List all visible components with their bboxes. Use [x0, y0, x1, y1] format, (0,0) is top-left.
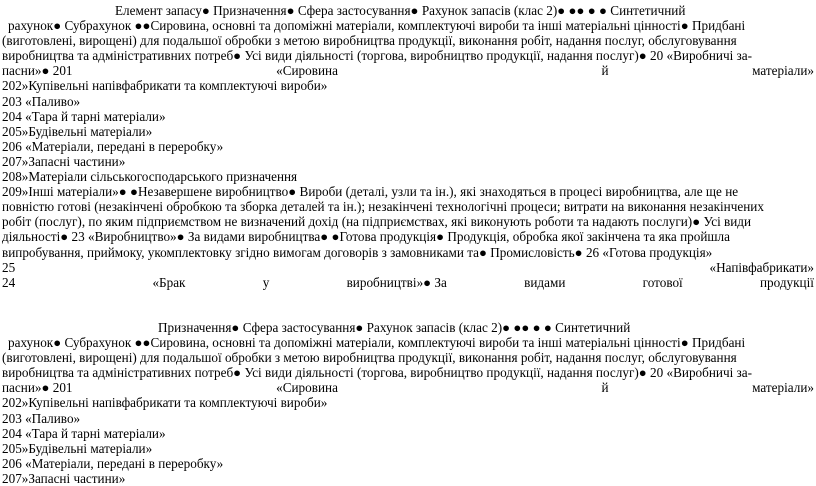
- text-fragment: видами: [524, 274, 566, 290]
- line: рахунок● Субрахунок ●●Сировина, основні та допоміжні матеріали, комплектуючі вироби та інші матеріальні цінності● Придбані: [8, 335, 746, 351]
- text-fragment: «Сировина: [276, 380, 338, 396]
- line: (виготовлені, вирощені) для подальшої обробки з метою виробництва продукції, виконання робіт, надання послуг, обслуговування: [2, 33, 737, 49]
- text-fragment: продукції: [759, 274, 814, 290]
- line: рахунок● Субрахунок ●●Сировина, основні та допоміжні матеріали, комплектуючі вироби та інші матеріальні цінності● Придбані: [8, 18, 746, 34]
- text-fragment: «Брак: [152, 274, 186, 290]
- text-fragment: й: [601, 380, 609, 396]
- text-fragment: пасни»● 201: [2, 63, 73, 79]
- line: 202»Купівельні напівфабрикати та комплектуючі вироби»: [2, 395, 328, 411]
- text-fragment: пасни»● 201: [2, 380, 73, 396]
- line-justified: [0, 380, 816, 395]
- line: 206 «Матеріали, передані в переробку»: [2, 138, 224, 154]
- line: виробництва та адміністративних потреб● Усі види діяльності (торгова, виробництво продукції, надання послуг)● 20 «Виробничі за-: [2, 48, 752, 64]
- line-justified: [0, 63, 816, 78]
- line: випробування, приймоку, укомплектовку згідно вимогам договорів з замовниками та● Промисловість● 26 «Готова продукція»: [2, 244, 713, 260]
- line: 204 «Тара й тарні матеріали»: [2, 425, 166, 441]
- line: діяльності● 23 «Виробництво»● За видами виробництва● ●Готова продукція● Продукція, обробка якої закінчена та яка пройшла: [2, 229, 730, 245]
- line: 202»Купівельні напівфабрикати та комплектуючі вироби»: [2, 78, 328, 94]
- text-fragment: матеріали»: [752, 380, 814, 396]
- text-fragment: 24: [2, 274, 16, 290]
- line: 206 «Матеріали, передані в переробку»: [2, 455, 224, 471]
- line: (виготовлені, вирощені) для подальшої обробки з метою виробництва продукції, виконання робіт, надання послуг, обслуговування: [2, 350, 737, 366]
- text-block-1: [0, 3, 816, 290]
- text-fragment: у: [262, 274, 270, 290]
- line: 205»Будівельні матеріали»: [2, 123, 153, 139]
- line: повністю готові (незакінчені обробкою та зборка деталей та ін.); незакінчені технологічні процеси; витрати на виконання незакінчених: [2, 199, 764, 215]
- text-fragment: 25: [2, 259, 16, 275]
- text-fragment: «Напівфабрикати»: [709, 259, 814, 275]
- line: робіт (послуг), по яким підприємством не визначений дохід (на підприємствах, які виконують роботи та надають послуги)● Усі види: [2, 214, 752, 230]
- text-fragment: «Сировина: [276, 63, 338, 79]
- line: 203 «Паливо»: [2, 410, 81, 426]
- text-block-2: [0, 320, 816, 486]
- line-header: Призначення● Сфера застосування● Рахунок запасів (клас 2)● ●● ● ● Синтетичний: [158, 320, 631, 335]
- line-justified: [0, 275, 816, 290]
- line: виробництва та адміністративних потреб● Усі види діяльності (торгова, виробництво продукції, надання послуг)● 20 «Виробничі за-: [2, 365, 752, 381]
- line: 207»Запасні частини»: [2, 470, 126, 486]
- line-header: Елемент запасу● Призначення● Сфера застосування● Рахунок запасів (клас 2)● ●● ● ● Синтетичний: [115, 3, 686, 18]
- line-justified: [0, 260, 816, 275]
- text-fragment: й: [601, 63, 609, 79]
- line: 209»Інші матеріали»● ●Незавершене виробництво● Вироби (деталі, узли та ін.), які знаходяться в процесі виробництва, але ще не: [2, 184, 739, 200]
- line: 208»Матеріали сільськогосподарського призначення: [2, 169, 298, 185]
- line: 207»Запасні частини»: [2, 153, 126, 169]
- text-fragment: виробництві»● За: [346, 274, 447, 290]
- text-fragment: матеріали»: [752, 63, 814, 79]
- line: 204 «Тара й тарні матеріали»: [2, 108, 166, 124]
- line: 203 «Паливо»: [2, 93, 81, 109]
- text-fragment: готової: [642, 274, 683, 290]
- line: 205»Будівельні матеріали»: [2, 440, 153, 456]
